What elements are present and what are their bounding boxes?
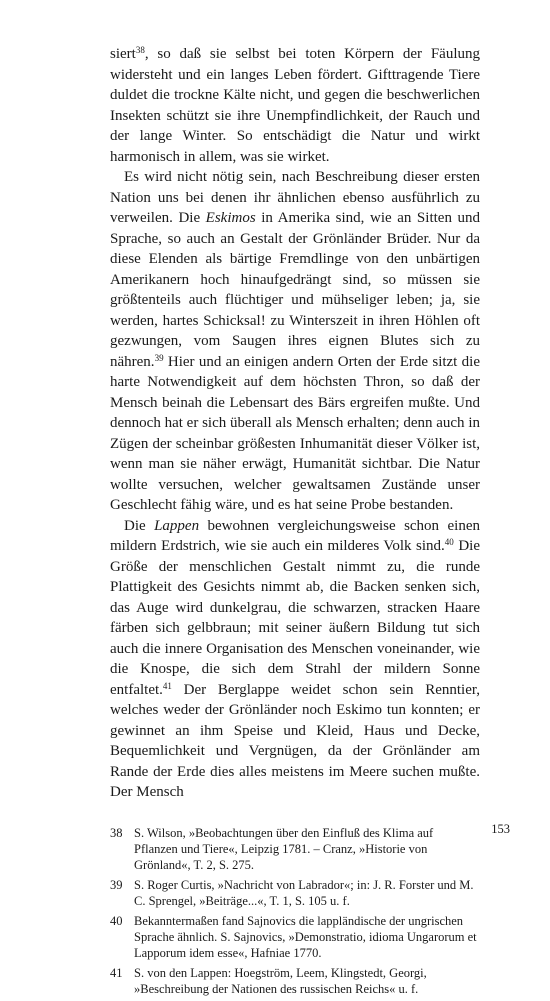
paragraph-2-middle: in Amerika sind, wie an Sitten und Sprache, so auch an Gestalt der Grönländer Brüder. Nur da diese Elenden als bärtige Fremdlinge von den unbärtigen Amerikanern hoch hinaufgedrängt sind, so müssen sie größtenteils auch flüchtiger und mühseliger leben; ja, sie werden, hartes Schicksal! zu Winterszeit in ihren Höhlen oft gezwungen, vom Saugen ihres eignen Blutes sich zu nähren. <box>110 210 480 370</box>
paragraph-1 <box>110 44 480 167</box>
paragraph-1-start: siert <box>110 46 136 62</box>
footnote-40 <box>110 913 480 961</box>
footnote-ref-40[interactable]: 40 <box>444 537 454 547</box>
paragraph-2 <box>110 167 480 516</box>
paragraph-3-part-b: bewohnen vergleichungsweise schon einen mildern Erdstrich, wie sie auch ein milderes Volk sind. <box>110 517 480 554</box>
footnote-number: 39 <box>110 877 123 892</box>
footnote-38 <box>110 825 480 873</box>
footnote-39 <box>110 877 480 909</box>
term-lappen: Lappen <box>154 517 200 534</box>
footnote-number: 41 <box>110 965 123 980</box>
footnotes <box>110 825 480 997</box>
footnote-text: Bekanntermaßen fand Sajnovics die lappländische der ungrischen Sprache ähnlich. S. Sajnovics, »Demonstratio, idioma Ungarorum et Lapporum idem esse«, Hafniae 1770. <box>134 913 477 960</box>
paragraph-2-start: Es wird nicht nötig sein, nach Beschreibung dieser ersten Nation uns bei denen ihr ähnlichen ebenso ausführlich zu verweilen. Die <box>110 169 480 226</box>
footnote-number: 38 <box>110 825 123 840</box>
paragraph-3-start: Die <box>124 517 155 534</box>
footnote-ref-38[interactable]: 38 <box>135 45 145 55</box>
paragraph-3-end: Der Berglappe weidet schon sein Renntier, welches weder der Grönländer noch Eskimo tun konnten; er gewinnet an ihm Speise und Kleid, Haus und Decke, Bequemlichkeit und Vergnügen, da der Grönländer am Rande der Erde dies alles meistens im Meere suchen mußte. Der Mensch <box>110 681 480 800</box>
paragraph-3-part-c: Die Größe der menschlichen Gestalt nimmt zu, die runde Plattigkeit des Gesichts nimmt ab, die Backen senken sich, das Auge wird dunkelgrau, die schwarzen, stracken Haare färben sich gelbbraun; mit seiner äußern Bildung tut sich auch die innere Organisation des Menschen voneinander, wie die Knospe, die sich dem Strahl der mildern Sonne entfaltet. <box>110 538 480 698</box>
paragraph-3 <box>110 516 480 803</box>
footnote-text: S. von den Lappen: Hoegström, Leem, Klingstedt, Georgi, »Beschreibung der Nationen des russischen Reichs« u. f. <box>134 965 427 996</box>
paragraph-2-end: Hier und an einigen andern Orten der Erde sitzt die harte Notwendigkeit auf dem höchsten Thron, so daß der Mensch beinah die Lebensart des Bärs ergreifen mußte. Und dennoch hat er sich überall als Mensch erhalten; denn auch in Zügen der scheinbar größesten Inhumanität dieser Völker ist, wenn man sie näher erwägt, Humanität sichtbar. Die Natur wollte versuchen, welcher gewaltsamen Zustände unser Geschlecht fähig wäre, und es hat seine Probe bestanden. <box>110 353 480 513</box>
footnote-ref-41[interactable]: 41 <box>162 680 172 691</box>
footnote-number: 40 <box>110 913 123 928</box>
footnote-41 <box>110 965 480 997</box>
footnote-text: S. Roger Curtis, »Nachricht von Labrador«; in: J. R. Forster und M. C. Sprengel, »Beiträge...«, T. 1, S. 105 u. f. <box>134 877 474 908</box>
page-number: 153 <box>491 822 510 836</box>
term-eskimos: Eskimos <box>205 210 256 226</box>
page-text <box>110 44 480 1001</box>
footnote-text: S. Wilson, »Beobachtungen über den Einfluß des Klima auf Pflanzen und Tiere«, Leipzig 1781. – Cranz, »Historie von Grönland«, T. 2, S. 275. <box>134 825 434 872</box>
footnote-ref-39[interactable]: 39 <box>154 352 164 363</box>
paragraph-1-rest: , so daß sie selbst bei toten Körpern der Fäulung widersteht und ein langes Leben fördert. Gifttragende Tiere duldet die trockne Kälte nicht, und gegen die beschwerlichen Insekten schützt sie ihre Unempfindlichkeit, der Rauch und der lange Winter. So entschädigt die Natur und wirkt harmonisch in allem, was sie wirket. <box>110 46 480 165</box>
